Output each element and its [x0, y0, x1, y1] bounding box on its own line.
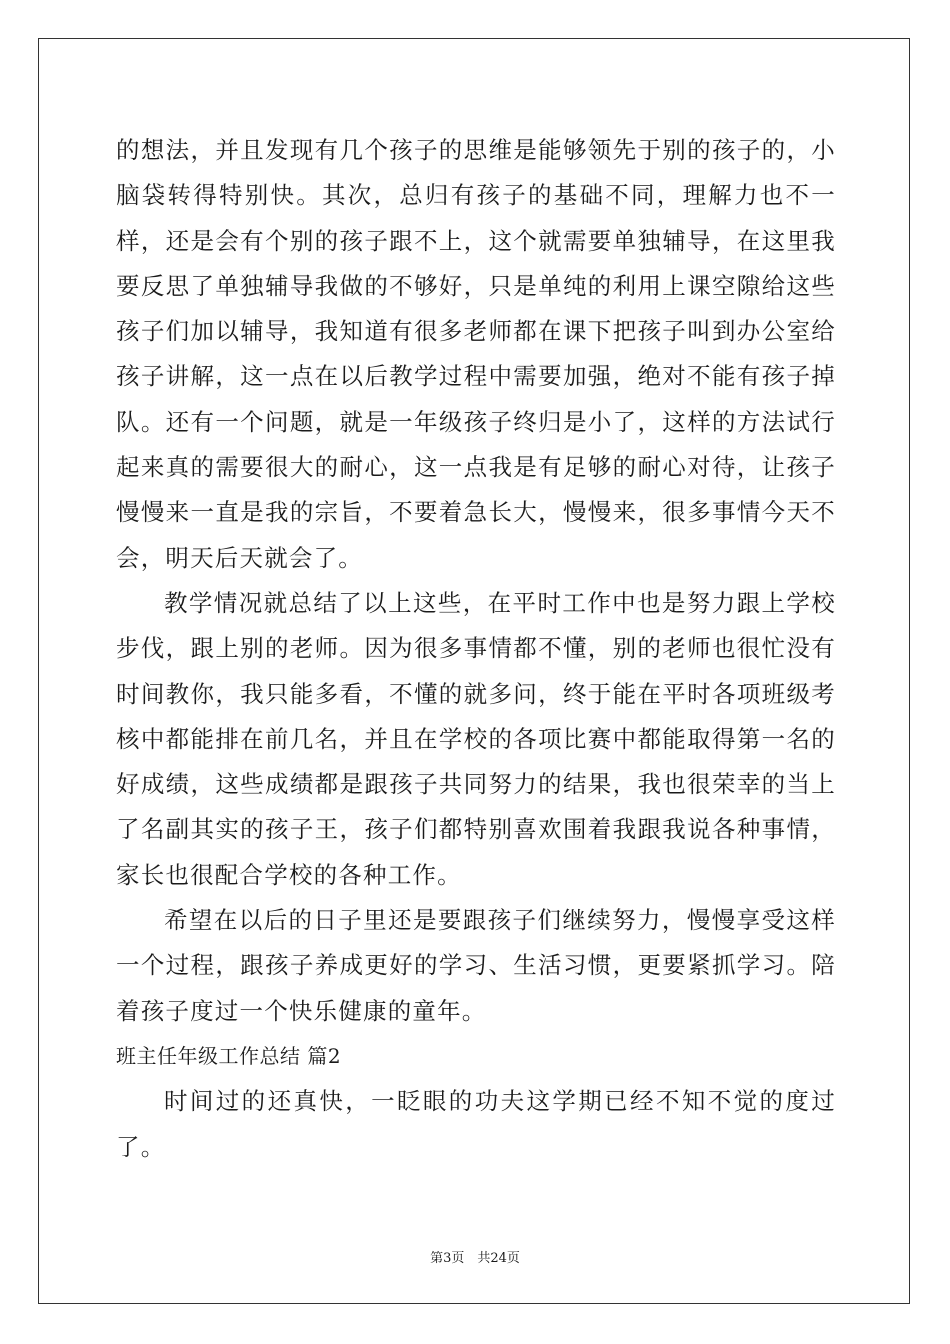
paragraph-hope: 希望在以后的日子里还是要跟孩子们继续努力，慢慢享受这样一个过程，跟孩子养成更好的学习、生活习惯，更要紧抓学习。陪着孩子度过一个快乐健康的童年。: [116, 906, 836, 1025]
page-footer: 第3页 共24页: [430, 1251, 520, 1266]
document-body: [116, 128, 836, 1170]
section-heading: 班主任年级工作总结 篇2: [116, 1043, 342, 1068]
paragraph-section-start: 时间过的还真快，一眨眼的功夫这学期已经不知不觉的度过了。: [116, 1087, 836, 1161]
paragraph-continued: 的想法，并且发现有几个孩子的思维是能够领先于别的孩子的，小脑袋转得特别快。其次，总归有孩子的基础不同，理解力也不一样，还是会有个别的孩子跟不上，这个就需要单独辅导，在这里我要反思了单独辅导我做的不够好，只是单纯的利用上课空隙给这些孩子们加以辅导，我知道有很多老师都在课下把孩子叫到办公室给孩子讲解，这一点在以后教学过程中需要加强，绝对不能有孩子掉队。还有一个问题，就是一年级孩子终归是小了，这样的方法试行起来真的需要很大的耐心，这一点我是有足够的耐心对待，让孩子慢慢来一直是我的宗旨，不要着急长大，慢慢来，很多事情今天不会，明天后天就会了。: [116, 136, 836, 572]
paragraph-teaching-summary: 教学情况就总结了以上这些，在平时工作中也是努力跟上学校步伐，跟上别的老师。因为很多事情都不懂，别的老师也很忙没有时间教你，我只能多看，不懂的就多问，终于能在平时各项班级考核中都能排在前几名，并且在学校的各项比赛中都能取得第一名的好成绩，这些成绩都是跟孩子共同努力的结果，我也很荣幸的当上了名副其实的孩子王，孩子们都特别喜欢围着我跟我说各种事情，家长也很配合学校的各种工作。: [116, 588, 836, 889]
